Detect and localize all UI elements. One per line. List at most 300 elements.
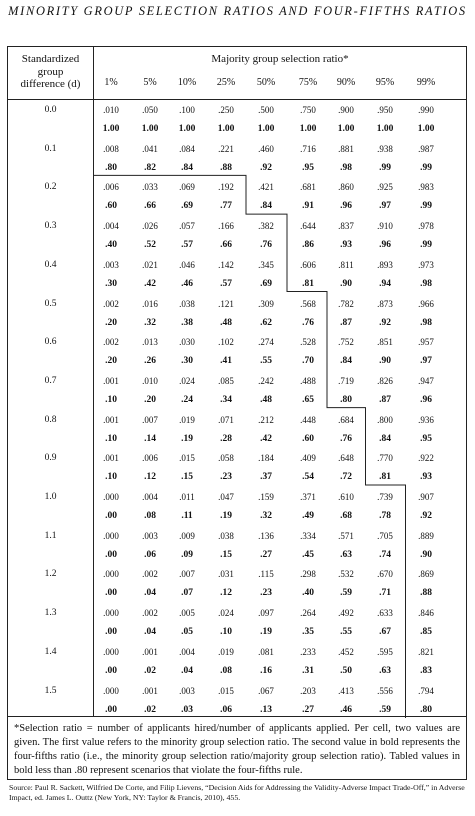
four-fifths-ratio-cell: .97 [420,356,432,367]
minority-ratio-cell: .936 [418,414,434,425]
minority-ratio-cell: .007 [142,414,158,425]
four-fifths-ratio-cell: .80 [340,394,352,405]
four-fifths-ratio-cell: .15 [181,472,193,483]
minority-ratio-cell: .452 [338,646,354,657]
four-fifths-ratio-cell: .67 [379,627,391,638]
four-fifths-ratio-cell: .65 [302,394,314,405]
minority-ratio-cell: .081 [258,646,274,657]
four-fifths-ratio-cell: .35 [302,627,314,638]
four-fifths-ratio-cell: .54 [302,472,314,483]
four-fifths-ratio-cell: .88 [220,162,232,173]
percent-column-header: 99% [416,77,436,88]
four-fifths-ratio-cell: .31 [302,665,314,676]
percent-column-header: 25% [216,77,236,88]
minority-ratio-cell: .978 [418,221,434,232]
minority-ratio-cell: .000 [103,530,119,541]
minority-ratio-cell: .250 [218,105,234,115]
four-fifths-ratio-cell: .84 [340,356,352,367]
percent-column-header: 75% [298,77,318,88]
four-fifths-ratio-cell: .59 [379,704,391,715]
minority-ratio-cell: .001 [103,414,119,425]
difference-value: 1.4 [44,646,57,657]
percent-column-header: 5% [143,77,157,88]
minority-ratio-cell: .166 [218,221,234,232]
minority-ratio-cell: .016 [142,298,158,309]
minority-ratio-cell: .421 [258,182,274,193]
minority-ratio-cell: .826 [377,375,393,386]
four-fifths-ratio-cell: .97 [379,201,391,212]
minority-ratio-cell: .973 [418,259,434,270]
four-fifths-ratio-cell: 1.00 [337,124,355,134]
minority-ratio-cell: .681 [300,182,316,193]
four-fifths-ratio-cell: .00 [105,588,117,599]
four-fifths-ratio-cell: .15 [220,549,232,560]
minority-ratio-cell: .242 [258,375,274,386]
minority-ratio-cell: .966 [418,298,434,309]
four-fifths-ratio-cell: .76 [340,433,352,444]
difference-value: 0.0 [44,105,57,115]
minority-ratio-cell: .010 [142,375,158,386]
minority-ratio-cell: .159 [258,492,274,502]
minority-ratio-cell: .987 [418,143,434,154]
minority-ratio-cell: .004 [142,492,158,502]
minority-ratio-cell: .794 [418,685,434,696]
four-fifths-ratio-cell: .06 [220,704,232,715]
four-fifths-ratio-cell: .12 [220,588,232,599]
percent-column-header: 50% [256,77,276,88]
table-title: MINORITY GROUP SELECTION RATIOS AND FOUR-FIFTHS RATIOS [8,4,467,18]
minority-ratio-cell: .860 [338,182,354,193]
percent-column-header: 10% [177,77,197,88]
four-fifths-ratio-cell: .40 [105,240,117,251]
minority-ratio-cell: .019 [218,646,234,657]
minority-ratio-cell: .069 [179,182,195,193]
minority-ratio-cell: .334 [300,530,316,541]
minority-ratio-cell: .925 [377,182,393,193]
stub-header-line: Standardized [21,53,80,65]
four-fifths-ratio-cell: .04 [181,665,193,676]
minority-ratio-cell: .001 [142,646,158,657]
difference-value: 0.5 [44,298,57,309]
minority-ratio-cell: .947 [418,375,434,386]
four-fifths-ratio-cell: .34 [220,394,232,405]
four-fifths-ratio-cell: .32 [144,317,156,328]
four-fifths-ratio-cell: .63 [340,549,352,560]
minority-ratio-cell: .007 [179,569,195,580]
four-fifths-ratio-cell: .60 [302,433,314,444]
four-fifths-ratio-cell: .98 [420,278,432,289]
four-fifths-ratio-cell: .86 [302,240,314,251]
minority-ratio-cell: .983 [418,182,434,193]
minority-ratio-cell: .770 [377,453,393,464]
minority-ratio-cell: .595 [377,646,393,657]
minority-ratio-cell: .006 [103,182,119,193]
minority-ratio-cell: .024 [218,608,234,619]
four-fifths-ratio-cell: 1.00 [141,124,159,134]
four-fifths-ratio-cell: .04 [144,588,156,599]
minority-ratio-cell: .002 [103,337,119,348]
four-fifths-ratio-cell: 1.00 [257,124,275,134]
four-fifths-ratio-cell: .92 [420,511,432,521]
minority-ratio-cell: .610 [338,492,354,502]
difference-value: 0.2 [44,182,57,193]
four-fifths-ratio-cell: .91 [302,201,314,212]
minority-ratio-cell: .274 [258,337,274,348]
minority-ratio-cell: .448 [300,414,316,425]
minority-ratio-cell: .633 [377,608,393,619]
four-fifths-ratio-cell: .87 [340,317,352,328]
minority-ratio-cell: .889 [418,530,434,541]
four-fifths-ratio-cell: .48 [220,317,232,328]
four-fifths-ratio-cell: .08 [220,665,232,676]
minority-ratio-cell: .019 [179,414,195,425]
minority-ratio-cell: .004 [103,221,119,232]
four-fifths-ratio-cell: .20 [105,356,117,367]
four-fifths-ratio-cell: .92 [379,317,391,328]
minority-ratio-cell: .003 [142,530,158,541]
minority-ratio-cell: .684 [338,414,354,425]
four-fifths-ratio-cell: .04 [144,627,156,638]
four-fifths-ratio-cell: .00 [105,549,117,560]
four-fifths-ratio-cell: .85 [420,627,432,638]
minority-ratio-cell: .013 [142,337,158,348]
four-fifths-ratio-cell: .55 [340,627,352,638]
difference-value: 1.5 [44,685,57,696]
minority-ratio-cell: .500 [258,105,274,115]
minority-ratio-cell: .009 [179,530,195,541]
minority-ratio-cell: .038 [218,530,234,541]
four-fifths-ratio-cell: .12 [144,472,156,483]
difference-value: 1.2 [44,569,57,580]
four-fifths-ratio-cell: .03 [181,704,193,715]
four-fifths-ratio-cell: .81 [302,278,314,289]
minority-ratio-cell: .001 [103,453,119,464]
four-fifths-ratio-cell: .08 [144,511,156,521]
minority-ratio-cell: .910 [377,221,393,232]
four-fifths-ratio-cell: 1.00 [299,124,317,134]
four-fifths-ratio-cell: .40 [302,588,314,599]
minority-ratio-cell: .750 [300,105,316,115]
four-fifths-ratio-cell: .76 [260,240,272,251]
four-fifths-ratio-cell: .09 [181,549,193,560]
four-fifths-ratio-cell: .57 [181,240,193,251]
table-footnote: *Selection ratio = number of applicants hired/number of applicants applied. Per cell, two values are given. The first value refers to the minority group selection ratio. The second value in bold represents the four-fifths ratio (i.e., the minority group selection ratio/majority group selection ratio). Tabled values in bold less than .80 represent scenarios that violate the four-fifths rule. [7,717,467,780]
minority-ratio-cell: .100 [179,105,195,115]
minority-ratio-cell: .648 [338,453,354,464]
minority-ratio-cell: .705 [377,530,393,541]
four-fifths-ratio-cell: .23 [260,588,272,599]
minority-ratio-cell: .203 [300,685,316,696]
minority-ratio-cell: .038 [179,298,195,309]
minority-ratio-cell: .606 [300,259,316,270]
four-fifths-ratio-cell: .80 [105,162,117,173]
minority-ratio-cell: .057 [179,221,195,232]
four-fifths-ratio-cell: .19 [220,511,232,521]
minority-ratio-cell: .002 [142,608,158,619]
four-fifths-ratio-cell: .06 [144,549,156,560]
four-fifths-ratio-cell: .69 [181,201,193,212]
four-fifths-ratio-cell: .77 [220,201,232,212]
four-fifths-ratio-cell: .69 [260,278,272,289]
four-fifths-ratio-cell: .60 [105,201,117,212]
minority-ratio-cell: .716 [300,143,316,154]
minority-ratio-cell: .192 [218,182,234,193]
four-fifths-ratio-cell: .27 [260,549,272,560]
minority-ratio-cell: .212 [258,414,274,425]
four-fifths-ratio-cell: .92 [260,162,272,173]
four-fifths-ratio-cell: 1.00 [178,124,196,134]
minority-ratio-cell: .097 [258,608,274,619]
four-fifths-ratio-cell: .49 [302,511,314,521]
minority-ratio-cell: .488 [300,375,316,386]
four-fifths-ratio-cell: .24 [181,394,193,405]
four-fifths-ratio-cell: .84 [379,433,391,444]
minority-ratio-cell: .000 [103,646,119,657]
minority-ratio-cell: .264 [300,608,316,619]
four-fifths-ratio-cell: .41 [220,356,232,367]
four-fifths-ratio-cell: .94 [379,278,391,289]
minority-ratio-cell: .085 [218,375,234,386]
four-fifths-ratio-cell: .55 [260,356,272,367]
minority-ratio-cell: .033 [142,182,158,193]
minority-ratio-cell: .031 [218,569,234,580]
minority-ratio-cell: .102 [218,337,234,348]
minority-ratio-cell: .142 [218,259,234,270]
minority-ratio-cell: .821 [418,646,434,657]
four-fifths-ratio-cell: .80 [420,704,432,715]
stub-header-line: group [37,65,64,78]
four-fifths-ratio-cell: .10 [105,394,117,405]
minority-ratio-cell: .900 [338,105,354,115]
minority-ratio-cell: .492 [338,608,354,619]
minority-ratio-cell: .067 [258,685,274,696]
four-fifths-ratio-cell: .00 [105,511,117,521]
four-fifths-ratio-cell: .90 [420,549,432,560]
minority-ratio-cell: .644 [300,221,316,232]
four-fifths-ratio-cell: .45 [302,549,314,560]
four-fifths-ratio-cell: .96 [420,394,432,405]
four-fifths-ratio-cell: .83 [420,665,432,676]
minority-ratio-cell: .869 [418,569,434,580]
four-fifths-ratio-cell: .20 [105,317,117,328]
minority-ratio-cell: .532 [338,569,354,580]
minority-ratio-cell: .015 [179,453,195,464]
minority-ratio-cell: .907 [418,492,434,502]
four-fifths-ratio-cell: 1.00 [417,124,435,134]
four-fifths-ratio-cell: .46 [181,278,193,289]
minority-ratio-cell: .298 [300,569,316,580]
four-fifths-ratio-cell: .07 [181,588,193,599]
four-fifths-ratio-cell: .20 [144,394,156,405]
minority-ratio-cell: .382 [258,221,274,232]
difference-value: 0.8 [44,414,57,425]
four-fifths-ratio-cell: .42 [260,433,272,444]
difference-value: 1.1 [44,530,57,541]
four-fifths-ratio-cell: .90 [340,278,352,289]
four-fifths-ratio-cell: 1.00 [376,124,394,134]
four-fifths-ratio-cell: .48 [260,394,272,405]
minority-ratio-cell: .004 [179,646,195,657]
four-fifths-ratio-cell: .84 [260,201,272,212]
four-fifths-ratio-cell: .00 [105,665,117,676]
difference-value: 0.3 [44,221,57,232]
minority-ratio-cell: .938 [377,143,393,154]
four-fifths-ratio-cell: .96 [340,201,352,212]
minority-ratio-cell: .739 [377,492,393,502]
minority-ratio-cell: .345 [258,259,274,270]
four-fifths-ratio-cell: .37 [260,472,272,483]
minority-ratio-cell: .030 [179,337,195,348]
four-fifths-ratio-cell: .00 [105,627,117,638]
four-fifths-ratio-cell: .95 [420,433,432,444]
four-fifths-ratio-cell: .98 [420,317,432,328]
minority-ratio-cell: .005 [179,608,195,619]
four-fifths-ratio-cell: .68 [340,511,352,521]
minority-ratio-cell: .002 [103,298,119,309]
minority-ratio-cell: .001 [142,685,158,696]
minority-ratio-cell: .556 [377,685,393,696]
four-fifths-ratio-cell: .93 [340,240,352,251]
four-fifths-ratio-cell: .10 [105,472,117,483]
four-fifths-ratio-cell: .19 [260,627,272,638]
four-fifths-ratio-cell: .66 [220,240,232,251]
four-fifths-ratio-cell: .63 [379,665,391,676]
minority-ratio-cell: .881 [338,143,354,154]
four-fifths-ratio-cell: .11 [181,511,193,521]
four-fifths-ratio-cell: .81 [379,472,391,483]
minority-ratio-cell: .800 [377,414,393,425]
four-fifths-ratio-cell: .28 [220,433,232,444]
selection-ratio-table [7,46,467,717]
four-fifths-ratio-cell: .02 [144,665,156,676]
minority-ratio-cell: .047 [218,492,234,502]
minority-ratio-cell: .851 [377,337,393,348]
minority-ratio-cell: .046 [179,259,195,270]
four-fifths-ratio-cell: .57 [220,278,232,289]
difference-value: 0.4 [44,259,57,270]
minority-ratio-cell: .460 [258,143,274,154]
four-fifths-ratio-cell: .23 [220,472,232,483]
four-fifths-ratio-cell: 1.00 [102,124,120,134]
minority-ratio-cell: .000 [103,492,119,502]
minority-ratio-cell: .000 [103,608,119,619]
minority-ratio-cell: .050 [142,105,158,115]
four-fifths-ratio-cell: .05 [181,627,193,638]
four-fifths-ratio-cell: .30 [181,356,193,367]
four-fifths-ratio-cell: .78 [379,511,391,521]
four-fifths-ratio-cell: .66 [144,201,156,212]
minority-ratio-cell: .024 [179,375,195,386]
minority-ratio-cell: .846 [418,608,434,619]
four-fifths-ratio-cell: .76 [302,317,314,328]
minority-ratio-cell: .008 [103,143,119,154]
minority-ratio-cell: .121 [218,298,234,309]
minority-ratio-cell: .084 [179,143,195,154]
four-fifths-ratio-cell: .96 [379,240,391,251]
minority-ratio-cell: .003 [103,259,119,270]
four-fifths-ratio-cell: .90 [379,356,391,367]
four-fifths-ratio-cell: .19 [181,433,193,444]
four-fifths-ratio-cell: .13 [260,704,272,715]
four-fifths-ratio-cell: .32 [260,511,272,521]
four-fifths-ratio-cell: .26 [144,356,156,367]
minority-ratio-cell: .413 [338,685,354,696]
minority-ratio-cell: .000 [103,569,119,580]
minority-ratio-cell: .811 [338,259,354,270]
four-fifths-rule-staircase [93,175,406,718]
minority-ratio-cell: .003 [179,685,195,696]
minority-ratio-cell: .782 [338,298,354,309]
four-fifths-ratio-cell: .71 [379,588,391,599]
four-fifths-ratio-cell: .72 [340,472,352,483]
minority-ratio-cell: .001 [103,375,119,386]
minority-ratio-cell: .568 [300,298,316,309]
four-fifths-ratio-cell: .46 [340,704,352,715]
minority-ratio-cell: .221 [218,143,234,154]
minority-ratio-cell: .010 [103,105,119,115]
minority-ratio-cell: .950 [377,105,393,115]
minority-ratio-cell: .015 [218,685,234,696]
minority-ratio-cell: .136 [258,530,274,541]
minority-ratio-cell: .058 [218,453,234,464]
minority-ratio-cell: .184 [258,453,274,464]
difference-value: 1.3 [44,608,57,619]
four-fifths-ratio-cell: .16 [260,665,272,676]
four-fifths-ratio-cell: .14 [144,433,156,444]
minority-ratio-cell: .571 [338,530,354,541]
minority-ratio-cell: .409 [300,453,316,464]
minority-ratio-cell: .528 [300,337,316,348]
percent-column-header: 95% [375,77,395,88]
minority-ratio-cell: .371 [300,492,316,502]
four-fifths-ratio-cell: .88 [420,588,432,599]
percent-column-header: 1% [104,77,118,88]
minority-ratio-cell: .011 [179,492,195,502]
four-fifths-ratio-cell: .42 [144,278,156,289]
source-citation: Source: Paul R. Sackett, Wilfried De Corte, and Filip Lievens, “Decision Aids for Addressing the Validity-Adverse Impact Trade-Off,” in Adverse Impact, ed. James L. Outtz (New York, NY: Taylor & Francis, 2010), 455. [9,783,465,802]
percent-column-header: 90% [336,77,356,88]
four-fifths-ratio-cell: .74 [379,549,391,560]
minority-ratio-cell: .990 [418,105,434,115]
four-fifths-ratio-cell: .27 [302,704,314,715]
four-fifths-ratio-cell: .99 [379,162,391,173]
four-fifths-ratio-cell: .02 [144,704,156,715]
difference-value: 0.7 [44,375,57,386]
stub-header-line: difference (d) [20,78,81,90]
minority-ratio-cell: .893 [377,259,393,270]
four-fifths-ratio-cell: .99 [420,240,432,251]
four-fifths-ratio-cell: .62 [260,317,272,328]
four-fifths-ratio-cell: .82 [144,162,156,173]
minority-ratio-cell: .233 [300,646,316,657]
minority-ratio-cell: .021 [142,259,158,270]
four-fifths-ratio-cell: .52 [144,240,156,251]
four-fifths-ratio-cell: .00 [105,704,117,715]
majority-ratio-header: Majority group selection ratio* [211,53,349,65]
four-fifths-ratio-cell: .70 [302,356,314,367]
four-fifths-ratio-cell: .38 [181,317,193,328]
four-fifths-ratio-cell: .99 [420,162,432,173]
four-fifths-ratio-cell: .99 [420,201,432,212]
minority-ratio-cell: .071 [218,414,234,425]
difference-value: 1.0 [44,492,57,502]
minority-ratio-cell: .041 [142,143,158,154]
minority-ratio-cell: .006 [142,453,158,464]
minority-ratio-cell: .026 [142,221,158,232]
difference-value: 0.9 [44,453,57,464]
minority-ratio-cell: .309 [258,298,274,309]
difference-value: 0.6 [44,337,57,348]
